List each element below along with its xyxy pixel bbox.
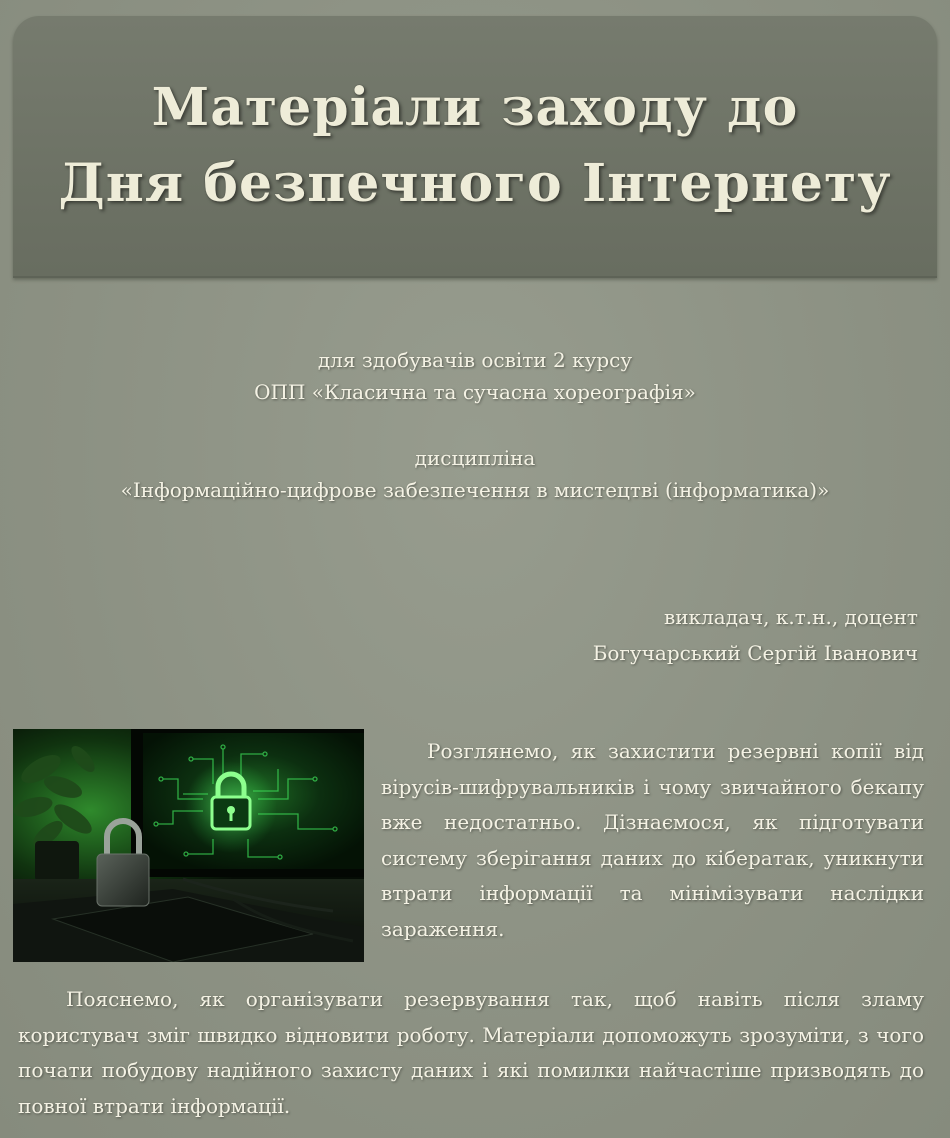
teacher-block [593, 599, 918, 671]
discipline-block [0, 442, 950, 506]
discipline-label: дисципліна [414, 446, 536, 470]
title-line-1: Матеріали заходу до [151, 77, 799, 138]
discipline-name: «Інформаційно-цифрове забезпечення в мистецтві (інформатика)» [120, 478, 830, 502]
title-banner [13, 16, 937, 278]
teacher-name: Богучарський Сергій Іванович [592, 641, 918, 665]
page-title [58, 70, 891, 222]
teacher-position: викладач, к.т.н., доцент [663, 605, 918, 629]
audience-line-1: для здобувачів освіти 2 курсу [317, 348, 633, 372]
intro-paragraph: Розглянемо, як захистити резервні копії від вірусів-шифрувальників і чому звичайного бекапу вже недостатньо. Дізнаємося, як підготувати систему зберігання даних до кібератак, уникнути втрати інформації та мінімізувати наслідки зараження. [381, 739, 924, 941]
audience-line-2: ОПП «Класична та сучасна хореографія» [254, 380, 696, 404]
title-line-2: Дня безпечного Інтернету [58, 153, 892, 214]
details-paragraph: Пояснемо, як організувати резервування так, щоб навіть після зламу користувач зміг швидко відновити роботу. Матеріали допоможуть зрозуміти, з чого почати побудову надійного захисту даних і які помилки найчастіше призводять до повної втрати інформації. [18, 987, 924, 1118]
audience-block [0, 344, 950, 408]
padlock-icon [13, 729, 364, 962]
cybersecurity-image [13, 729, 364, 962]
